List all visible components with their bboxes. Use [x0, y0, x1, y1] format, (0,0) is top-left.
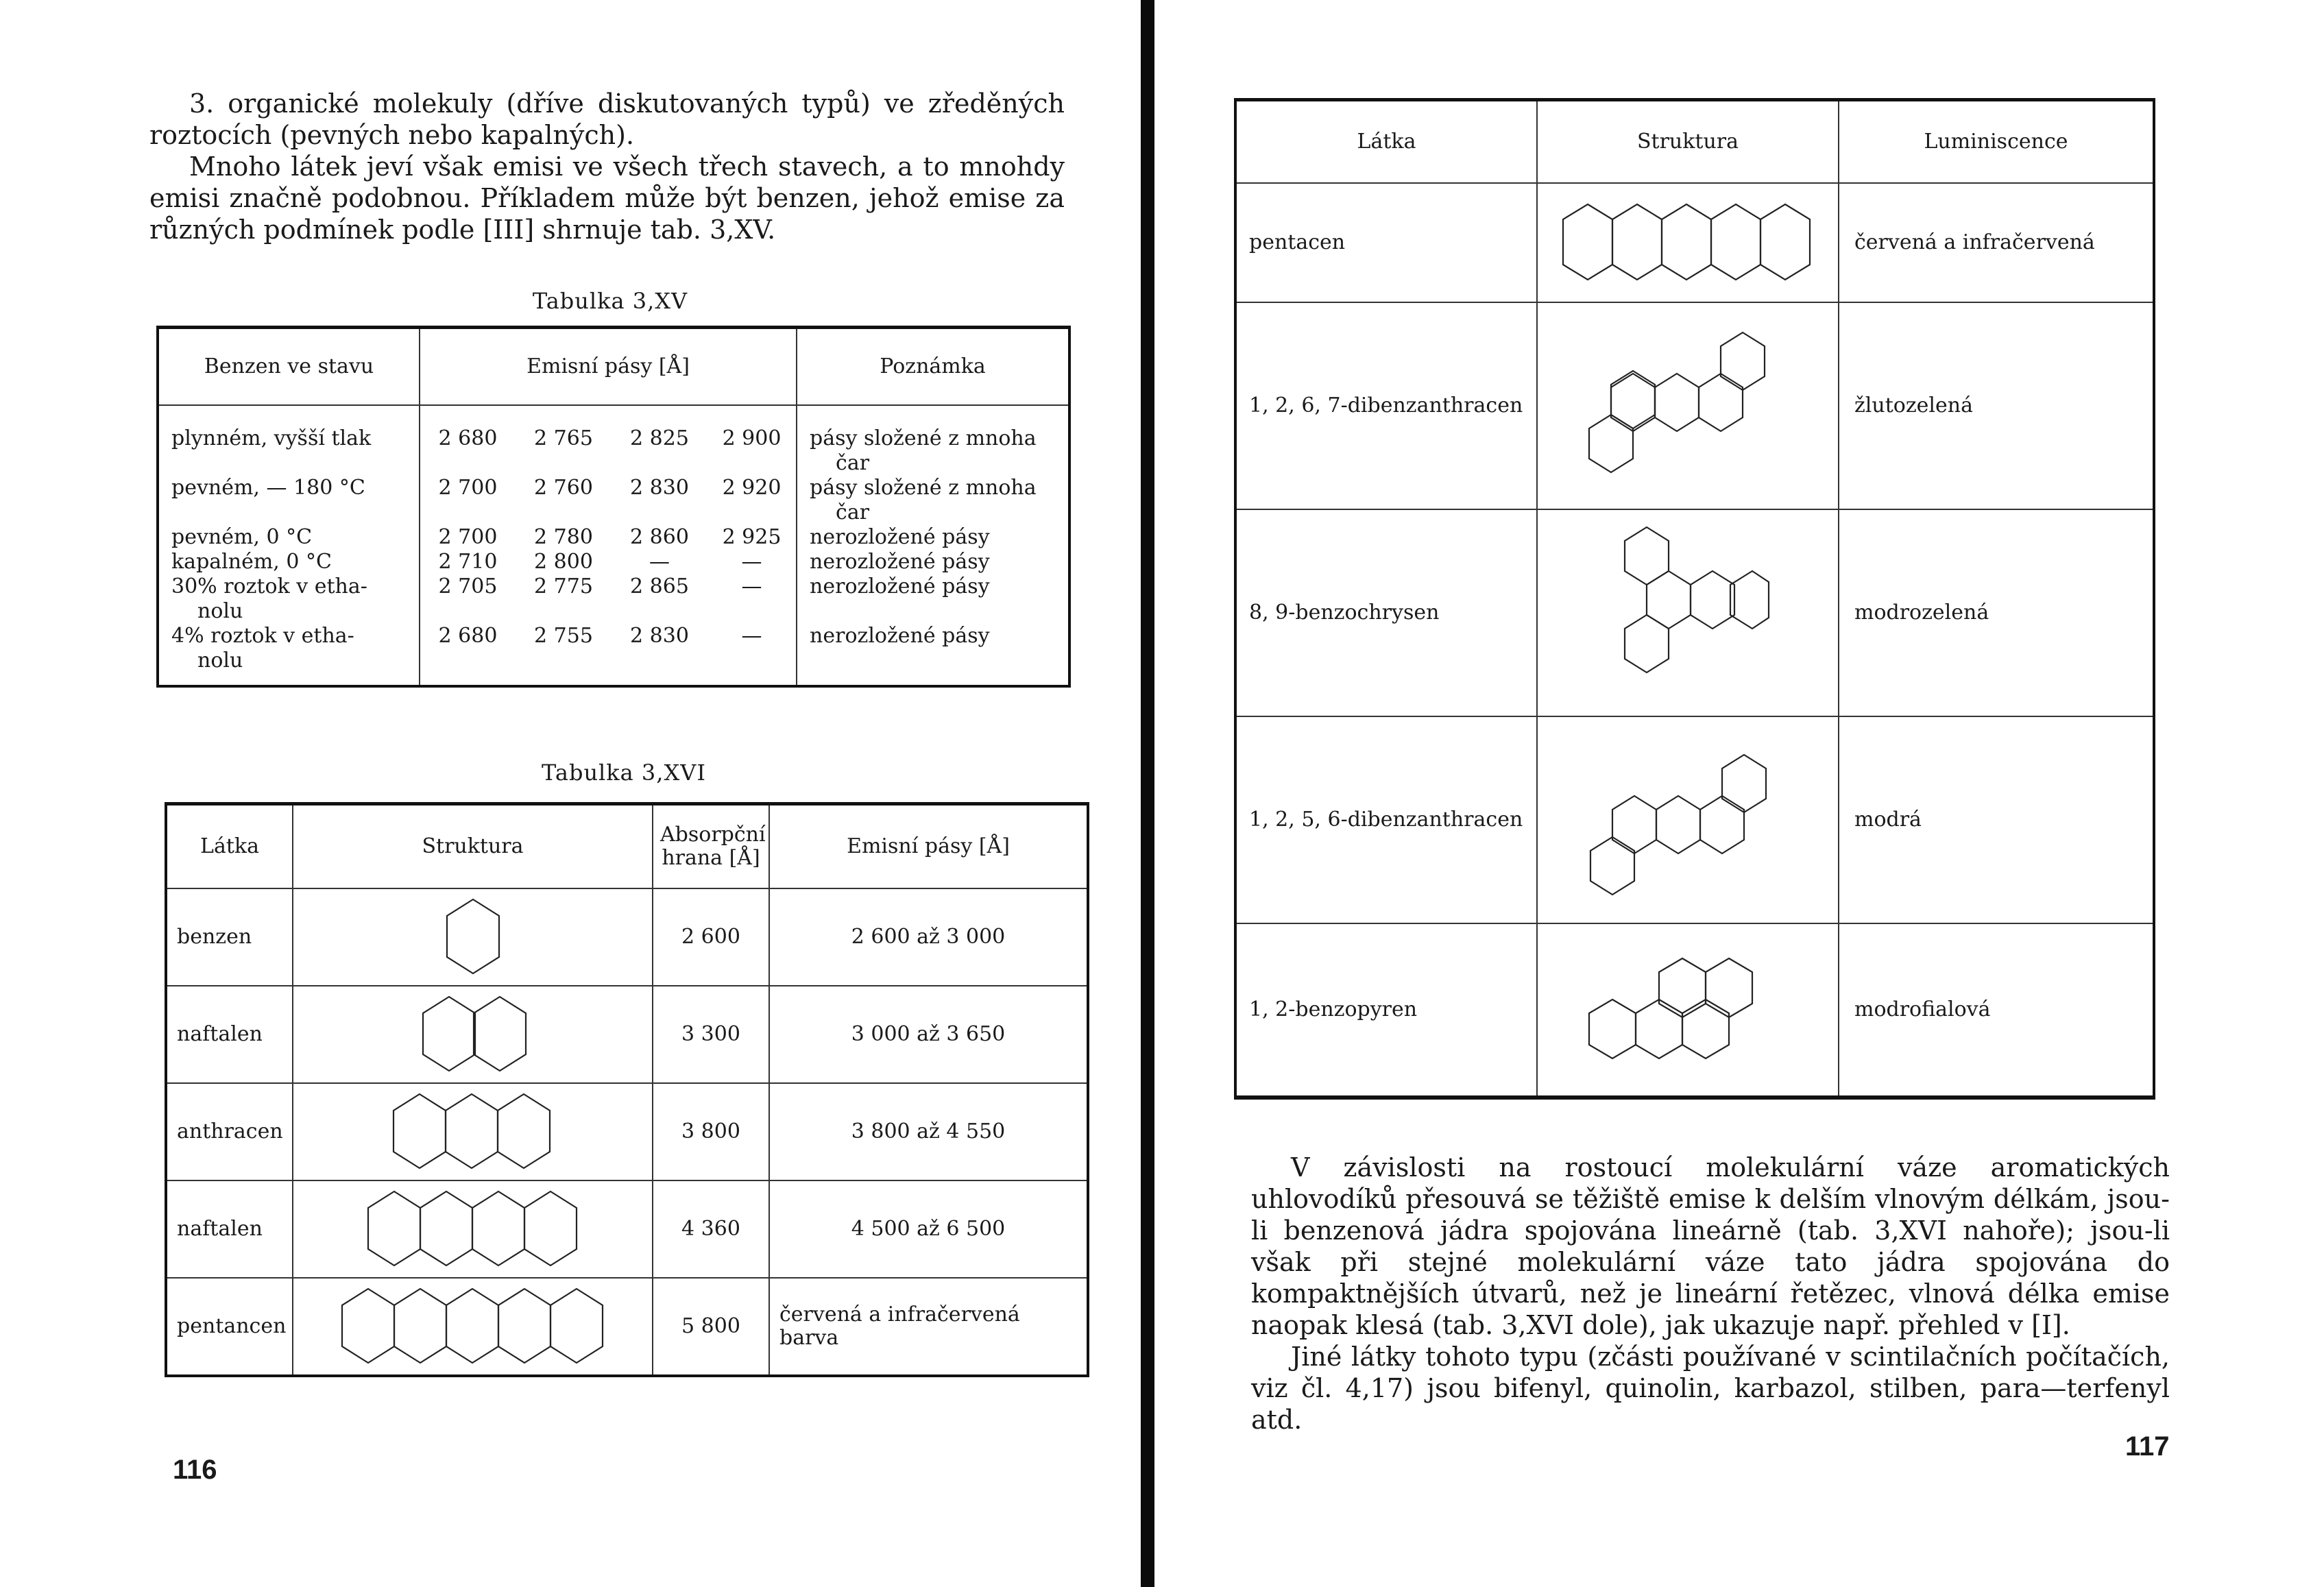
state-line: 4% roztok v etha- [171, 624, 354, 648]
substance-name: 1, 2, 5, 6-dibenzanthracen [1235, 716, 1537, 923]
page-number-left: 116 [173, 1455, 217, 1485]
substance-name: 8, 9-benzochrysen [1235, 509, 1537, 716]
absorption-edge-value: 4 360 [653, 1180, 769, 1278]
band-value: 2 680 [438, 426, 498, 450]
body-paragraph-1: V závislosti na rostoucí molekulární váze aromatických uhlovodíků přesouvá se těžiště emise k delším vlnovým délkám, jsou-li benzenová jádra spojována lineárně (tab. 3,XVI nahoře); jsou-li však při stejné molekulární váze tato jádra spojována do kompaktnějších útvarů, než je lineární řetězec, vlnová délka emise naopak klesá (tab. 3,XVI dole), jak ukazuje např. přehled v [I]. [1251, 1152, 2170, 1340]
dibenzanthracene-1267-structure-icon [1585, 306, 1791, 505]
note-line: pásy složené z mnoha [810, 426, 1037, 450]
substance-name: 1, 2, 6, 7-dibenzanthracen [1235, 302, 1537, 509]
band-value: 2 710 [438, 550, 498, 574]
note-line: nerozložené pásy [810, 550, 990, 574]
luminescence-table [1234, 98, 2155, 1100]
header-luminescence: Luminiscence [1839, 100, 2154, 184]
note-line: čar [836, 500, 870, 524]
intro-paragraph-1: 3. organické molekuly (dříve diskutovaných typů) ve zředěných roztocích (pevných nebo kapalných). [149, 88, 1065, 150]
intro-paragraph-2: Mnoho látek jeví však emisi ve všech třech stavech, a to mnohdy emisi značně podobnou. Příkladem může být benzen, jehož emise za různých podmínek podle [III] shrnuje tab. 3,XV. [149, 152, 1065, 245]
substance-name: pentancen [166, 1278, 293, 1376]
emission-bands-value: 3 000 až 3 650 [769, 986, 1088, 1083]
state-line: plynném, vyšší tlak [171, 426, 372, 450]
absorption-edge-value: 3 300 [653, 986, 769, 1083]
table-row [1235, 923, 2154, 1098]
band-value: 2 830 [630, 476, 689, 500]
state-line: nolu [197, 599, 243, 623]
absorption-edge-value: 2 600 [653, 888, 769, 986]
body-paragraph-2: Jiné látky tohoto typu (zčásti používané v scintilačních počítačích, viz čl. 4,17) jsou bifenyl, quinolin, karbazol, stilben, para—terfenyl atd. [1251, 1342, 2170, 1435]
structure-cell [1537, 509, 1839, 716]
luminescence-value: červená a infračervená [1839, 183, 2154, 302]
luminescence-value: žlutozelená [1839, 302, 2154, 509]
table-row [1235, 302, 2154, 509]
band-value: 2 925 [722, 525, 782, 549]
header-note: Poznámka [797, 328, 1069, 406]
absorption-edge-value: 5 800 [653, 1278, 769, 1376]
state-line: 30% roztok v etha- [171, 574, 367, 598]
table-xvi-caption: Tabulka 3,XVI [542, 760, 706, 786]
band-value: — [741, 550, 762, 574]
state-line: kapalném, 0 °C [171, 550, 332, 574]
band-value: — [741, 574, 762, 598]
header-structure: Struktura [293, 804, 653, 889]
band-value: 2 865 [630, 574, 689, 598]
note-line: nerozložené pásy [810, 624, 990, 648]
band-value: 2 860 [630, 525, 689, 549]
band-value: 2 680 [438, 624, 498, 648]
state-line: pevném, 0 °C [171, 525, 313, 549]
band-value: 2 700 [438, 476, 498, 500]
note-line: nerozložené pásy [810, 525, 990, 549]
structure-cell [1537, 302, 1839, 509]
state-line: pevném, — 180 °C [171, 476, 365, 500]
substance-name: anthracen [166, 1083, 293, 1180]
substance-name: pentacen [1235, 183, 1537, 302]
header-emission-bands: Emisní pásy [Å] [769, 804, 1088, 889]
band-value: 2 705 [438, 574, 498, 598]
band-value: 2 755 [534, 624, 593, 648]
band-value: — [649, 550, 670, 574]
header-absorption-edge: Absorpční hrana [Å] [653, 804, 769, 889]
table-xv-caption: Tabulka 3,XV [532, 288, 688, 314]
emission-bands-value: 2 600 až 3 000 [769, 888, 1088, 986]
note-line: nerozložené pásy [810, 574, 990, 598]
table-row [1235, 183, 2154, 302]
emission-bands-value: 4 500 až 6 500 [769, 1180, 1088, 1278]
structure-cell [1537, 183, 1839, 302]
emission-bands-value: 3 800 až 4 550 [769, 1083, 1088, 1180]
substance-name: benzen [166, 888, 293, 986]
band-value: 2 825 [630, 426, 689, 450]
benzopyrene-structure-icon [1585, 931, 1791, 1089]
structure-cell [1537, 716, 1839, 923]
band-value: — [741, 624, 762, 648]
table-row [1235, 509, 2154, 716]
band-value: 2 830 [630, 624, 689, 648]
body-text [1251, 1152, 2170, 1435]
luminescence-value: modrofialová [1839, 923, 2154, 1098]
substance-name: 1, 2-benzopyren [1235, 923, 1537, 1098]
table-row [1235, 716, 2154, 923]
band-value: 2 765 [534, 426, 593, 450]
page-number-right: 117 [2125, 1431, 2170, 1462]
note-line: pásy složené z mnoha [810, 476, 1037, 500]
header-emission-bands: Emisní pásy [Å] [420, 328, 797, 406]
band-value: 2 800 [534, 550, 593, 574]
luminescence-value: modrozelená [1839, 509, 2154, 716]
pentacene-structure-icon [1561, 199, 1815, 287]
note-line: čar [836, 451, 870, 475]
header-substance: Látka [166, 804, 293, 889]
structure-cell [1537, 923, 1839, 1098]
header-structure: Struktura [1537, 100, 1839, 184]
substance-name: naftalen [166, 986, 293, 1083]
benzochrysene-structure-icon [1599, 513, 1777, 712]
absorption-edge-value: 3 800 [653, 1083, 769, 1180]
band-value: 2 900 [722, 426, 782, 450]
luminescence-value: modrá [1839, 716, 2154, 923]
header-state: Benzen ve stavu [158, 328, 420, 406]
header-substance: Látka [1235, 100, 1537, 184]
state-line: nolu [197, 649, 243, 673]
band-value: 2 775 [534, 574, 593, 598]
substance-name: naftalen [166, 1180, 293, 1278]
band-value: 2 780 [534, 525, 593, 549]
band-value: 2 920 [722, 476, 782, 500]
emission-bands-value: červená a infračervená barva [769, 1278, 1088, 1376]
dibenzanthracene-1256-structure-icon [1585, 720, 1791, 919]
band-value: 2 700 [438, 525, 498, 549]
band-value: 2 760 [534, 476, 593, 500]
luminescence-table-header-row [1235, 100, 2154, 184]
